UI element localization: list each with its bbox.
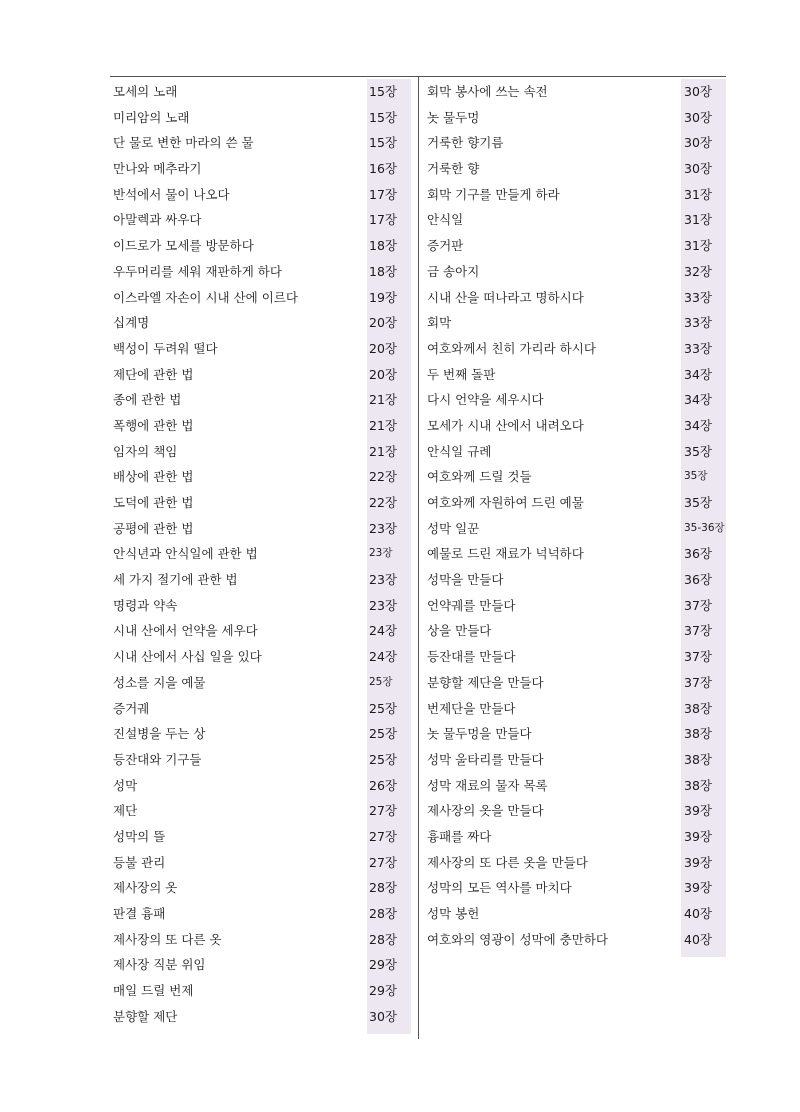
toc-entry-chapter: 33장 xyxy=(684,340,712,356)
toc-entry-title: 성막 봉헌 xyxy=(427,906,480,921)
toc-entry-title: 십계명 xyxy=(113,315,150,331)
toc-entry xyxy=(427,490,723,516)
toc-entry-title: 등잔대를 만들다 xyxy=(427,649,516,665)
toc-entry-chapter: 30장 xyxy=(684,84,712,99)
toc-entry-title: 성막의 뜰 xyxy=(113,828,166,844)
toc-entry-title: 우두머리를 세워 재판하게 하다 xyxy=(113,263,282,279)
toc-entry xyxy=(113,978,407,1004)
toc-entry xyxy=(427,79,723,105)
toc-entry xyxy=(427,259,723,285)
toc-entry xyxy=(427,387,723,413)
toc-entry-chapter: 39장 xyxy=(684,854,712,870)
toc-entry xyxy=(113,490,407,516)
toc-entry-title: 임자의 책임 xyxy=(113,443,178,459)
toc-entry-title: 번제단을 만들다 xyxy=(427,700,516,716)
toc-entry-chapter: 34장 xyxy=(684,366,712,382)
toc-entry xyxy=(113,336,407,362)
toc-entry xyxy=(113,618,407,644)
toc-entry-chapter: 25장 xyxy=(369,700,397,716)
toc-entry-title: 공평에 관한 법 xyxy=(113,520,194,536)
toc-entry-title: 여호와께서 친히 가리라 하시다 xyxy=(427,340,596,356)
toc-entry xyxy=(113,362,407,388)
toc-entry xyxy=(113,773,407,799)
toc-entry-title: 성막의 모든 역사를 마치다 xyxy=(427,880,572,896)
toc-entry-chapter: 38장 xyxy=(684,777,712,793)
toc-entry-chapter: 40장 xyxy=(684,906,712,921)
toc-entry-chapter: 30장 xyxy=(684,135,712,151)
toc-entry xyxy=(427,464,723,490)
toc-entry xyxy=(113,182,407,208)
toc-entry-chapter: 25장 xyxy=(369,751,397,767)
toc-entry-title: 안식년과 안식일에 관한 법 xyxy=(113,546,258,562)
toc-entry xyxy=(427,130,723,156)
toc-entry-chapter: 34장 xyxy=(684,392,712,408)
toc-entry-title: 제사장의 옷을 만들다 xyxy=(427,803,544,819)
toc-entry-chapter: 34장 xyxy=(684,417,712,433)
toc-entry xyxy=(113,952,407,978)
toc-entry-chapter: 32장 xyxy=(684,263,712,279)
toc-entry xyxy=(113,927,407,953)
toc-entry-chapter: 39장 xyxy=(684,803,712,819)
toc-entry-title: 단 물로 변한 마라의 쓴 물 xyxy=(113,135,254,151)
toc-entry-title: 미리암의 노래 xyxy=(113,109,190,125)
toc-entry xyxy=(113,593,407,619)
toc-entry-chapter: 22장 xyxy=(369,495,397,510)
toc-entry xyxy=(113,644,407,670)
toc-entry-title: 폭행에 관한 법 xyxy=(113,417,194,433)
toc-entry xyxy=(113,207,407,233)
toc-entry-chapter: 38장 xyxy=(684,751,712,767)
toc-entry xyxy=(113,259,407,285)
toc-entry-chapter: 18장 xyxy=(369,263,397,279)
toc-entry-chapter: 23장 xyxy=(369,572,397,588)
toc-entry xyxy=(113,1004,407,1030)
toc-entry xyxy=(113,824,407,850)
toc-entry-chapter: 28장 xyxy=(369,906,397,921)
toc-entry xyxy=(113,310,407,336)
toc-entry xyxy=(113,747,407,773)
toc-entry-chapter: 18장 xyxy=(369,238,397,254)
toc-entry-chapter: 30장 xyxy=(369,1008,397,1024)
toc-entry-title: 제사장의 또 다른 옷을 만들다 xyxy=(427,854,588,870)
toc-entry-chapter: 36장 xyxy=(684,546,712,562)
toc-entry-title: 성막 일꾼 xyxy=(427,520,480,536)
toc-entry-title: 시내 산에서 사십 일을 있다 xyxy=(113,649,262,665)
toc-entry-chapter: 20장 xyxy=(369,366,397,382)
toc-entry-title: 두 번째 돌판 xyxy=(427,366,496,382)
toc-entry-title: 명령과 약속 xyxy=(113,597,178,613)
toc-entry-chapter: 28장 xyxy=(369,931,397,947)
toc-entry-title: 종에 관한 법 xyxy=(113,392,182,408)
toc-entry-chapter: 24장 xyxy=(369,649,397,665)
toc-entry-title: 놋 물두멍을 만들다 xyxy=(427,726,532,742)
toc-entry-chapter: 37장 xyxy=(684,649,712,665)
toc-entry-title: 증거판 xyxy=(427,238,464,254)
toc-entry-chapter: 31장 xyxy=(684,186,712,202)
toc-entry-title: 이스라엘 자손이 시내 산에 이르다 xyxy=(113,289,298,305)
toc-entry-chapter: 21장 xyxy=(369,443,397,459)
toc-entry-chapter: 19장 xyxy=(369,289,397,305)
toc-entry xyxy=(427,336,723,362)
toc-entry-title: 상을 만들다 xyxy=(427,623,492,639)
toc-entry-chapter: 35장 xyxy=(684,470,708,483)
toc-entry xyxy=(113,79,407,105)
toc-entry-chapter: 29장 xyxy=(369,983,397,999)
toc-entry-chapter: 26장 xyxy=(369,777,397,793)
toc-entry-chapter: 30장 xyxy=(684,161,712,177)
toc-entry-chapter: 17장 xyxy=(369,186,397,202)
toc-entry-chapter: 30장 xyxy=(684,109,712,125)
toc-entry-title: 회막 기구를 만들게 하라 xyxy=(427,186,560,202)
toc-entry-chapter: 38장 xyxy=(684,700,712,716)
toc-column-left xyxy=(113,79,407,1029)
toc-entry-chapter: 25장 xyxy=(369,726,397,742)
toc-entry xyxy=(427,644,723,670)
toc-entry xyxy=(113,285,407,311)
toc-entry xyxy=(113,875,407,901)
toc-entry-chapter: 23장 xyxy=(369,597,397,613)
toc-entry xyxy=(427,567,723,593)
toc-entry xyxy=(427,310,723,336)
toc-entry-chapter: 15장 xyxy=(369,109,397,125)
toc-entry xyxy=(113,696,407,722)
toc-entry-title: 여호와께 자원하여 드린 예물 xyxy=(427,495,584,510)
toc-entry xyxy=(427,413,723,439)
toc-entry xyxy=(427,618,723,644)
toc-entry xyxy=(113,850,407,876)
column-divider xyxy=(418,76,419,1039)
toc-entry-chapter: 35-36장 xyxy=(684,521,725,534)
toc-entry-chapter: 31장 xyxy=(684,212,712,228)
toc-entry-chapter: 28장 xyxy=(369,880,397,896)
toc-entry-chapter: 27장 xyxy=(369,803,397,819)
toc-entry-chapter: 21장 xyxy=(369,417,397,433)
toc-entry-title: 이드로가 모세를 방문하다 xyxy=(113,238,254,254)
toc-entry-title: 분향할 제단을 만들다 xyxy=(427,674,544,690)
toc-entry-chapter: 20장 xyxy=(369,315,397,331)
toc-entry-chapter: 38장 xyxy=(684,726,712,742)
toc-entry-title: 제단에 관한 법 xyxy=(113,366,194,382)
toc-entry-title: 진설병을 두는 상 xyxy=(113,726,206,742)
toc-entry-title: 놋 물두멍 xyxy=(427,109,480,125)
toc-entry-title: 세 가지 절기에 관한 법 xyxy=(113,572,238,588)
toc-entry-title: 등불 관리 xyxy=(113,854,166,870)
toc-entry xyxy=(113,130,407,156)
toc-entry-title: 안식일 규례 xyxy=(427,443,492,459)
toc-entry-chapter: 20장 xyxy=(369,340,397,356)
toc-entry xyxy=(427,824,723,850)
toc-entry-title: 여호와의 영광이 성막에 충만하다 xyxy=(427,931,608,947)
toc-entry-title: 제사장의 옷 xyxy=(113,880,178,896)
toc-entry xyxy=(427,670,723,696)
toc-entry-chapter: 15장 xyxy=(369,135,397,151)
toc-entry xyxy=(113,233,407,259)
toc-entry xyxy=(427,439,723,465)
toc-entry xyxy=(427,747,723,773)
toc-entry xyxy=(113,798,407,824)
toc-entry-chapter: 39장 xyxy=(684,880,712,896)
toc-entry-title: 분향할 제단 xyxy=(113,1008,178,1024)
toc-entry-chapter: 22장 xyxy=(369,469,397,485)
toc-entry-chapter: 21장 xyxy=(369,392,397,408)
toc-entry-title: 성막 재료의 물자 목록 xyxy=(427,777,548,793)
toc-entry-title: 시내 산을 떠나라고 명하시다 xyxy=(427,289,584,305)
toc-entry-title: 도덕에 관한 법 xyxy=(113,495,194,510)
toc-entry-chapter: 37장 xyxy=(684,623,712,639)
toc-entry-title: 판결 흉패 xyxy=(113,906,166,921)
toc-entry-title: 성소를 지을 예물 xyxy=(113,674,206,690)
toc-entry-title: 흉패를 짜다 xyxy=(427,828,492,844)
toc-entry-title: 거룩한 향 xyxy=(427,161,480,177)
toc-entry-chapter: 33장 xyxy=(684,289,712,305)
toc-entry xyxy=(427,182,723,208)
toc-entry xyxy=(113,387,407,413)
toc-entry xyxy=(113,156,407,182)
toc-entry-chapter: 15장 xyxy=(369,84,397,99)
toc-entry xyxy=(113,464,407,490)
toc-entry xyxy=(427,541,723,567)
toc-entry-title: 제사장 직분 위임 xyxy=(113,957,206,973)
toc-entry xyxy=(113,901,407,927)
toc-entry-title: 여호와께 드릴 것들 xyxy=(427,469,532,485)
toc-entry xyxy=(427,875,723,901)
toc-entry xyxy=(427,773,723,799)
toc-entry-chapter: 17장 xyxy=(369,212,397,228)
toc-entry-title: 모세가 시내 산에서 내려오다 xyxy=(427,417,584,433)
toc-entry xyxy=(113,541,407,567)
toc-entry xyxy=(427,105,723,131)
toc-entry xyxy=(113,105,407,131)
toc-entry-title: 백성이 두려워 떨다 xyxy=(113,340,218,356)
toc-entry-chapter: 23장 xyxy=(369,547,393,560)
toc-entry-title: 반석에서 물이 나오다 xyxy=(113,186,230,202)
toc-entry xyxy=(113,721,407,747)
toc-entry-chapter: 16장 xyxy=(369,161,397,177)
toc-entry xyxy=(427,696,723,722)
toc-entry-chapter: 35장 xyxy=(684,495,712,510)
toc-entry-title: 아말렉과 싸우다 xyxy=(113,212,202,228)
toc-entry-chapter: 33장 xyxy=(684,315,712,331)
toc-entry-title: 성막 xyxy=(113,777,138,793)
toc-entry-title: 배상에 관한 법 xyxy=(113,469,194,485)
toc-entry xyxy=(113,439,407,465)
toc-entry-chapter: 27장 xyxy=(369,828,397,844)
toc-entry-title: 시내 산에서 언약을 세우다 xyxy=(113,623,258,639)
toc-entry xyxy=(427,156,723,182)
toc-entry xyxy=(427,798,723,824)
toc-entry xyxy=(427,516,723,542)
toc-entry xyxy=(427,901,723,927)
toc-entry xyxy=(113,670,407,696)
toc-entry-title: 제단 xyxy=(113,803,138,819)
toc-entry xyxy=(427,850,723,876)
toc-entry-title: 성막 울타리를 만들다 xyxy=(427,751,544,767)
toc-entry-chapter: 27장 xyxy=(369,854,397,870)
toc-entry-title: 증거궤 xyxy=(113,700,150,716)
toc-entry xyxy=(427,285,723,311)
toc-entry-title: 성막을 만들다 xyxy=(427,572,504,588)
toc-entry-title: 등잔대와 기구들 xyxy=(113,751,202,767)
toc-entry xyxy=(427,362,723,388)
toc-entry-chapter: 24장 xyxy=(369,623,397,639)
toc-entry-chapter: 25장 xyxy=(369,675,393,688)
toc-column-right xyxy=(427,79,723,952)
toc-entry xyxy=(427,927,723,953)
toc-entry xyxy=(427,721,723,747)
toc-entry-title: 금 송아지 xyxy=(427,263,480,279)
toc-entry-chapter: 36장 xyxy=(684,572,712,588)
toc-entry-chapter: 31장 xyxy=(684,238,712,254)
toc-entry-title: 다시 언약을 세우시다 xyxy=(427,392,544,408)
toc-entry-chapter: 40장 xyxy=(684,931,712,947)
toc-entry-title: 회막 xyxy=(427,315,452,331)
toc-entry-title: 회막 봉사에 쓰는 속전 xyxy=(427,84,548,99)
toc-entry-chapter: 35장 xyxy=(684,443,712,459)
toc-entry-chapter: 37장 xyxy=(684,597,712,613)
toc-entry xyxy=(113,567,407,593)
toc-entry-title: 만나와 메추라기 xyxy=(113,161,202,177)
toc-entry-chapter: 23장 xyxy=(369,520,397,536)
toc-entry-chapter: 37장 xyxy=(684,674,712,690)
toc-entry-title: 제사장의 또 다른 옷 xyxy=(113,931,222,947)
toc-entry xyxy=(427,233,723,259)
toc-entry-title: 거룩한 향기름 xyxy=(427,135,504,151)
toc-entry-chapter: 39장 xyxy=(684,828,712,844)
toc-entry-title: 안식일 xyxy=(427,212,464,228)
toc-entry-title: 예물로 드린 재료가 넉넉하다 xyxy=(427,546,584,562)
toc-entry-chapter: 29장 xyxy=(369,957,397,973)
toc-entry-title: 모세의 노래 xyxy=(113,84,178,99)
toc-entry xyxy=(427,207,723,233)
toc-entry xyxy=(427,593,723,619)
toc-entry xyxy=(113,516,407,542)
toc-entry-title: 매일 드릴 번제 xyxy=(113,983,194,999)
toc-entry-title: 언약궤를 만들다 xyxy=(427,597,516,613)
toc-entry xyxy=(113,413,407,439)
